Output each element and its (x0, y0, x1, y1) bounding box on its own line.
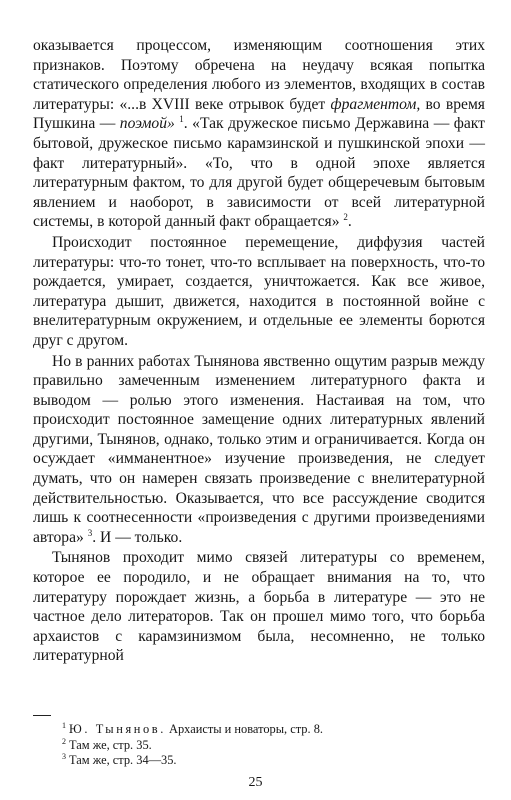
footnote-ref[interactable]: 1 (179, 114, 184, 125)
paragraph-1 (33, 36, 485, 232)
page-number: 25 (248, 775, 263, 790)
text-run: . «Так дружеское письмо Державина — факт бытовой, дружеское письмо карамзинской и пушкинской эпохи — факт литературный». «То, что в одной эпохе является литературным фактом, то для другой будет общеречевым бытовым явлением и наоборот, в зависимости от всей литературной системы, в которой данный факт обращается» (33, 115, 485, 231)
footnotes (62, 722, 482, 769)
footnote-ref[interactable]: 2 (343, 212, 348, 223)
footnote-1 (62, 722, 482, 738)
text-run: Но в ранних работах Тынянова явственно ощутим разрыв между правильно замеченным изменением литературного факта и выводом — ролью этого изменения. Настаивая на том, что происходит постоянное замещение одних литературных явлений другими, Тынянов, однако, только этим и ограничивается. Когда он осуждает «имманентное» изучение произведения, не следует думать, что он намерен связать произведение с внелитературной действительностью. Оказывается, что все рассуждение сводится лишь к соотнесенности «произведения с другими произведениями автора» (33, 352, 485, 546)
text-run: . (347, 213, 352, 231)
text-run: . И — только. (92, 528, 183, 546)
text-run: во время Пушкина — (33, 95, 485, 133)
footnote-text: Там же, стр. 35. (69, 737, 152, 752)
main-text (33, 36, 485, 666)
paragraph-4 (33, 548, 485, 666)
text-run: Происходит постоянное перемещение, диффузия частей литературы: что-то тонет, что-то всплывает на поверхность, что-то рождается, умирает, создается, уничтожается. Как все живое, литература дышит, движется, находится в постоянной войне с внелитературным окружением, и отдельные ее элементы борются друг с другом. (33, 233, 485, 349)
footnote-2 (62, 738, 482, 754)
italic-run: фрагментом, (330, 95, 421, 113)
text-run: Тынянов проходит мимо связей литературы со временем, которое ее породило, и не обращает внимания на то, что литературу порождает жизнь, а борьба в литературе — это не частное дело литераторов. Так он прошел мимо того, что борьба архаистов с карамзинизмом была, несомненно, не только литературной (33, 549, 485, 665)
footnote-text: Там же, стр. 34—35. (69, 753, 177, 767)
footnote-number: 2 (62, 736, 66, 746)
paragraph-3 (33, 352, 485, 548)
footnote-3 (62, 753, 482, 769)
footnote-ref[interactable]: 3 (87, 527, 93, 538)
italic-run: поэмой» (119, 115, 175, 133)
footnote-text: Архаисты и новаторы, стр. 8. (165, 722, 323, 736)
text-run: оказывается процессом, изменяющим соотношения этих признаков. Поэтому обречена на неудачу всякая попытка статического определения любого из элементов, входящих в состав литературы: «...в XVIII веке отрывок будет (33, 37, 485, 113)
paragraph-2 (33, 233, 485, 351)
footnote-number: 1 (62, 721, 66, 730)
footnote-number: 3 (62, 752, 66, 761)
footnote-author: Ю. Тынянов. (69, 722, 166, 736)
footnote-divider (33, 715, 51, 716)
